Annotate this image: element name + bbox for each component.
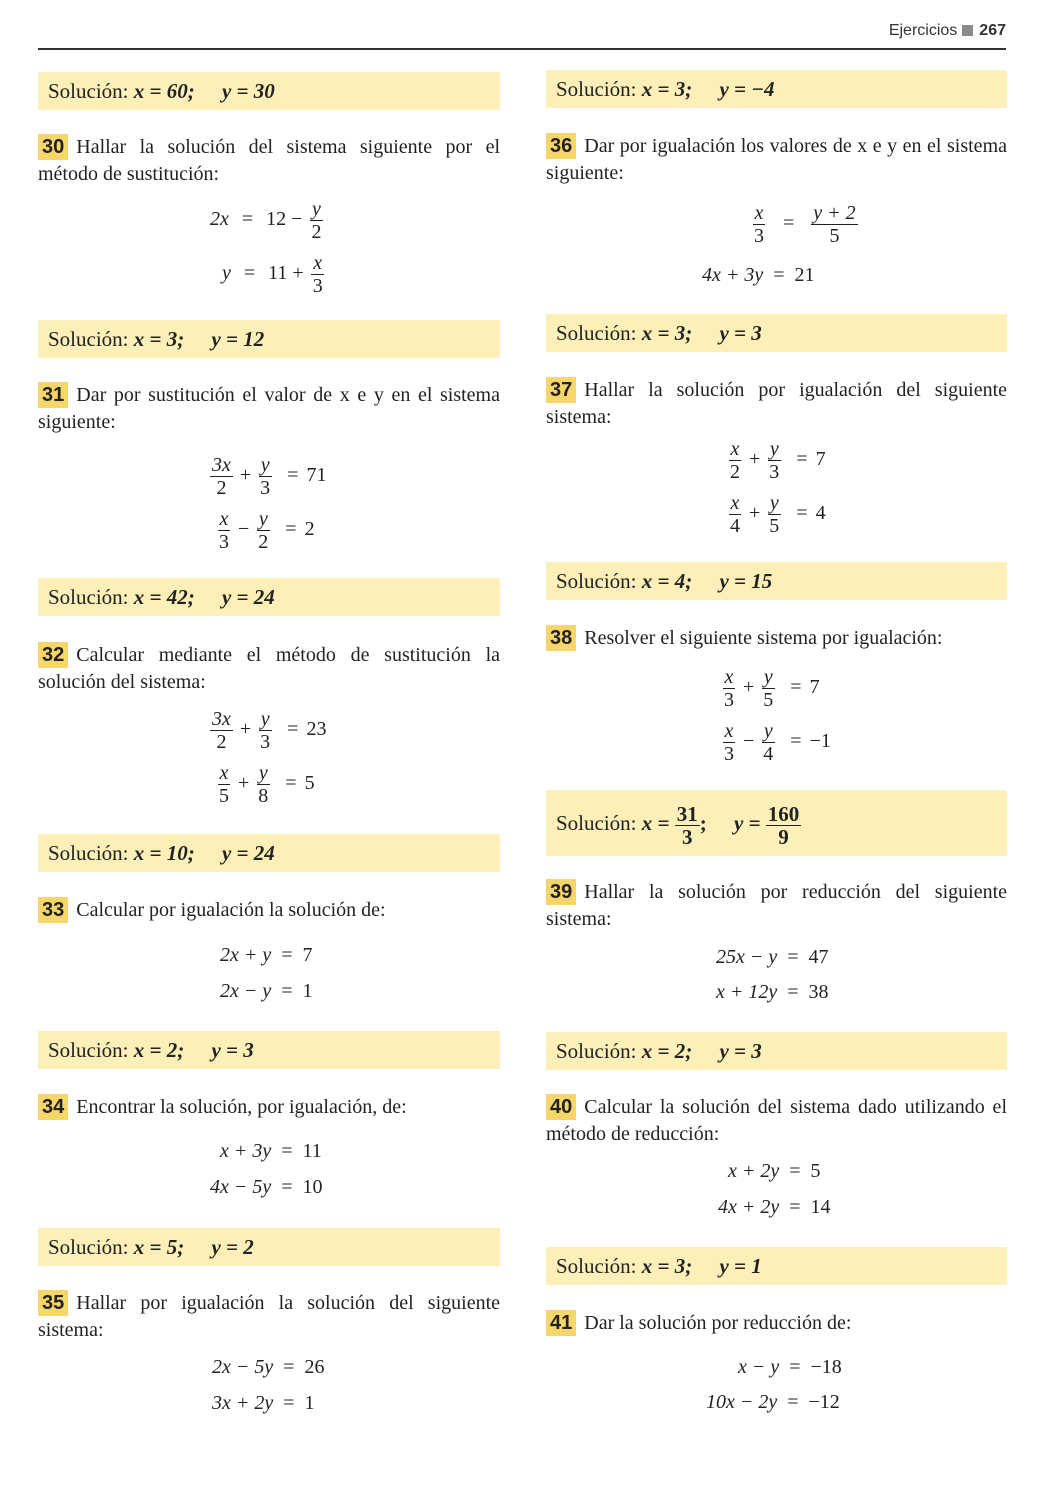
math-text: =: [783, 212, 795, 235]
exercise-39: [546, 879, 1007, 933]
fraction: [210, 454, 233, 499]
math-text: +: [743, 676, 755, 699]
exercise-number: 38: [546, 625, 576, 651]
math-text: y = 12: [211, 327, 265, 351]
math-text: +: [239, 718, 252, 741]
equation: [222, 252, 327, 297]
equation: [720, 720, 831, 765]
math-text: 47: [808, 946, 829, 968]
solution-label: Solución:: [48, 79, 129, 103]
math-text: 4x + 2y: [718, 1196, 780, 1218]
math-text: [642, 321, 692, 345]
math-text: Solución:: [556, 1039, 637, 1063]
fraction: [309, 198, 323, 243]
math-text: Dar por igualación los valores de x e y en el sistema siguiente:: [546, 135, 1007, 184]
solution-box: [546, 70, 1007, 108]
math-text: =: [790, 676, 802, 699]
math-text: x = 5;: [133, 1235, 185, 1259]
math-text: =: [787, 1391, 799, 1413]
math-text: Encontrar la solución, por igualación, de:: [76, 1096, 407, 1118]
fraction: [728, 438, 742, 483]
math-text: Solución:: [556, 811, 637, 835]
math-text: 4x + 3y: [702, 264, 764, 286]
math-text: +: [749, 448, 761, 471]
math-text: [719, 321, 761, 345]
math-text: y = 3: [211, 1038, 254, 1062]
math-text: y = 3: [719, 1039, 762, 1063]
fraction: [675, 803, 700, 848]
math-text: y = 24: [221, 841, 275, 865]
fraction: [767, 492, 781, 537]
exercise-number: 34: [38, 1094, 68, 1120]
math-text: =: [796, 448, 808, 471]
equation: [702, 264, 815, 287]
math-text: −18: [810, 1356, 842, 1378]
math-text: 10x − 2y: [706, 1391, 778, 1413]
equation: [706, 1391, 840, 1414]
math-text: [642, 77, 692, 101]
math-text: 5: [810, 1160, 821, 1182]
math-text: [734, 811, 761, 835]
math-text: x: [730, 438, 740, 460]
equation: [220, 944, 313, 967]
math-text: y = 3: [719, 321, 762, 345]
math-text: −: [238, 518, 250, 541]
math-text: =: [281, 980, 293, 1002]
math-text: x = 10;: [133, 841, 195, 865]
math-text: 14: [810, 1196, 831, 1218]
math-text: y = −4: [719, 77, 775, 101]
solution-y: y = 30: [221, 79, 275, 103]
fraction: [722, 666, 736, 711]
math-text: 7: [302, 944, 313, 966]
math-text: =: [787, 946, 799, 968]
math-text: =: [287, 464, 299, 487]
math-text: [134, 585, 195, 609]
math-text: 4: [763, 743, 774, 765]
math-text: [222, 585, 275, 609]
equation: [718, 1196, 831, 1219]
math-text: =: [789, 1356, 801, 1378]
math-text: =: [790, 730, 802, 753]
exercise-number: 41: [546, 1310, 576, 1336]
equation: [220, 1140, 322, 1163]
math-text: [642, 569, 692, 593]
math-text: Hallar la solución por igualación del siguiente sistema:: [546, 379, 1007, 428]
exercise-41: [546, 1310, 1007, 1337]
math-text: 3: [219, 531, 229, 553]
math-text: −12: [808, 1391, 840, 1413]
math-text: 3: [312, 275, 323, 297]
fraction: [258, 708, 272, 753]
page-number: 267: [979, 22, 1006, 39]
solution-box: [38, 834, 500, 872]
math-text: x = 3;: [641, 321, 693, 345]
equation: [210, 1176, 323, 1199]
math-text: x + 3y: [220, 1140, 272, 1162]
math-text: =: [789, 1196, 801, 1218]
math-text: Dar la solución por reducción de:: [584, 1312, 852, 1334]
math-text: =: [281, 1140, 293, 1162]
math-text: 11 +: [268, 262, 304, 285]
math-text: 31: [676, 801, 698, 826]
solution-box: [546, 1032, 1007, 1070]
math-text: 3x: [212, 708, 231, 730]
math-text: 3x: [212, 454, 231, 476]
math-text: Hallar por igualación la solución del siguiente sistema:: [38, 1292, 500, 1341]
math-text: [134, 327, 184, 351]
math-text: y: [260, 454, 270, 476]
math-text: [134, 841, 195, 865]
math-text: 7: [815, 448, 826, 471]
math-text: y = 15: [719, 569, 773, 593]
solution-box: [546, 1247, 1007, 1285]
exercise-31: [38, 382, 500, 436]
exercise-33: [38, 897, 500, 924]
math-text: y: [769, 438, 779, 460]
equation: [738, 1356, 842, 1379]
math-text: 3: [769, 461, 780, 483]
solution-box: [546, 562, 1007, 600]
math-text: 12 −: [266, 208, 303, 231]
math-text: +: [239, 464, 252, 487]
math-text: Solución:: [556, 77, 637, 101]
exercise-36: [546, 133, 1007, 187]
fraction: [210, 708, 233, 753]
exercise-number: 40: [546, 1094, 576, 1120]
math-text: 8: [258, 785, 269, 807]
math-text: Calcular la solución del sistema dado utilizando el método de reducción:: [546, 1096, 1007, 1145]
exercise-32: [38, 642, 500, 696]
math-text: 4x − 5y: [210, 1176, 272, 1198]
math-text: 2x − y: [220, 980, 272, 1002]
math-text: +: [238, 772, 250, 795]
math-text: x: [724, 720, 734, 742]
solution-box: [546, 314, 1007, 352]
math-text: Calcular mediante el método de sustitución la solución del sistema:: [38, 644, 500, 693]
math-text: x =: [641, 811, 670, 835]
math-text: 71: [306, 464, 327, 487]
equation: [716, 946, 829, 969]
math-text: 2x + y: [220, 944, 272, 966]
math-text: [211, 1038, 253, 1062]
math-text: 2: [730, 461, 740, 483]
page-header: [38, 0, 1006, 50]
math-text: Solución:: [48, 1235, 129, 1259]
exercise-number: 37: [546, 377, 576, 403]
math-text: y: [258, 762, 268, 784]
math-text: x: [754, 202, 764, 224]
math-text: =: [283, 1392, 295, 1414]
solution-box: [38, 320, 500, 358]
math-text: =: [285, 772, 297, 795]
math-text: y: [769, 492, 779, 514]
fraction: [761, 720, 775, 765]
math-text: 23: [306, 718, 327, 741]
math-text: 21: [794, 264, 815, 286]
math-text: Hallar la solución por reducción del siguiente sistema:: [546, 881, 1007, 930]
math-text: 2x − 5y: [212, 1356, 274, 1378]
math-text: =: [787, 981, 799, 1003]
math-text: [719, 1039, 761, 1063]
equation: [215, 762, 315, 807]
math-text: Dar por sustitución el valor de x e y en el sistema siguiente:: [38, 384, 500, 433]
exercise-38: [546, 625, 1007, 652]
exercise-37: [546, 377, 1007, 431]
solution-box: [546, 790, 1007, 856]
exercise-text: Hallar la solución del sistema siguiente por el método de sustitución:: [38, 136, 500, 185]
fraction: [217, 508, 231, 553]
math-text: 5: [304, 772, 315, 795]
math-text: ;: [699, 811, 707, 835]
math-text: 5: [763, 689, 774, 711]
math-text: [211, 327, 264, 351]
math-text: 3: [681, 824, 693, 849]
fraction: [256, 762, 270, 807]
math-text: y: [260, 708, 270, 730]
math-text: 3: [724, 689, 734, 711]
math-text: [642, 1254, 692, 1278]
math-text: 10: [302, 1176, 323, 1198]
math-text: Solución:: [48, 585, 129, 609]
solution-box: [38, 578, 500, 616]
math-text: x = 2;: [641, 1039, 693, 1063]
math-text: Solución:: [556, 569, 637, 593]
equation: [750, 202, 860, 247]
math-text: =: [773, 264, 785, 286]
equation: [210, 198, 325, 243]
math-text: 5: [219, 785, 229, 807]
fraction: [811, 202, 857, 247]
math-text: =: [285, 518, 297, 541]
fraction: [256, 508, 270, 553]
math-text: 26: [304, 1356, 325, 1378]
math-text: 2: [304, 518, 315, 541]
equation: [208, 708, 326, 753]
math-text: [134, 1235, 184, 1259]
math-text: 4: [815, 502, 826, 525]
exercise-number: 31: [38, 382, 68, 408]
math-text: Solución:: [48, 327, 129, 351]
math-text: Solución:: [556, 1254, 637, 1278]
math-text: [222, 841, 275, 865]
math-text: 7: [809, 676, 820, 699]
exercise-35: [38, 1290, 500, 1344]
math-text: =: [241, 208, 254, 231]
math-text: [134, 79, 195, 103]
math-text: 5: [829, 225, 840, 247]
math-text: Solución:: [48, 1038, 129, 1062]
math-text: 1: [302, 980, 313, 1002]
fraction: [766, 803, 802, 848]
math-text: 5: [769, 515, 780, 537]
fraction: [258, 454, 272, 499]
exercise-number: 36: [546, 133, 576, 159]
math-text: x: [313, 252, 323, 274]
math-text: x: [730, 492, 740, 514]
math-text: =: [243, 262, 256, 285]
math-text: =: [283, 1356, 295, 1378]
math-text: y: [312, 198, 321, 220]
math-text: 3: [724, 743, 734, 765]
solution-box: [38, 72, 500, 110]
math-text: x = 2;: [133, 1038, 185, 1062]
fraction: [728, 492, 742, 537]
math-text: 3: [754, 225, 764, 247]
math-text: y + 2: [813, 202, 856, 224]
math-text: Resolver el siguiente sistema por igualación:: [584, 627, 943, 649]
math-text: x = 3;: [133, 327, 185, 351]
fraction: [217, 762, 231, 807]
solution-box: [38, 1228, 500, 1266]
math-text: y = 2: [211, 1235, 254, 1259]
math-text: 160: [767, 801, 800, 826]
math-text: −1: [809, 730, 831, 753]
math-text: x + 12y: [716, 981, 778, 1003]
exercise-number: 35: [38, 1290, 68, 1316]
math-text: 4: [730, 515, 740, 537]
math-text: Calcular por igualación la solución de:: [76, 899, 386, 921]
fraction: [767, 438, 781, 483]
math-text: [642, 811, 670, 835]
math-text: =: [796, 502, 808, 525]
math-text: y =: [733, 811, 761, 835]
equation: [726, 438, 826, 483]
exercise-number: 30: [38, 134, 68, 160]
exercise-40: [546, 1094, 1007, 1148]
math-text: 2x: [210, 208, 229, 231]
math-text: 2: [216, 731, 227, 753]
equation: [728, 1160, 821, 1183]
math-text: [211, 1235, 253, 1259]
math-text: 38: [808, 981, 829, 1003]
math-text: [719, 77, 774, 101]
solution-x: x = 60;: [133, 79, 195, 103]
math-text: [222, 79, 275, 103]
fraction: [722, 720, 736, 765]
math-text: 2: [216, 477, 227, 499]
equation: [716, 981, 829, 1004]
equation: [215, 508, 315, 553]
equation: [212, 1392, 315, 1415]
math-text: =: [789, 1160, 801, 1182]
fraction: [752, 202, 766, 247]
math-text: x − y: [738, 1356, 780, 1378]
math-text: x = 3;: [641, 1254, 693, 1278]
math-text: [642, 1039, 692, 1063]
math-text: y: [222, 262, 231, 285]
math-text: 3: [260, 731, 271, 753]
math-text: =: [287, 718, 299, 741]
math-text: 9: [778, 824, 789, 849]
math-text: x: [219, 762, 229, 784]
math-text: x + 2y: [728, 1160, 780, 1182]
math-text: y = 24: [221, 585, 275, 609]
math-text: 2: [258, 531, 269, 553]
math-text: x: [219, 508, 229, 530]
equation: [208, 454, 326, 499]
math-text: 1: [304, 1392, 315, 1414]
exercise-30: [38, 134, 500, 188]
exercise-number: 32: [38, 642, 68, 668]
exercise-number: 33: [38, 897, 68, 923]
math-text: x: [724, 666, 734, 688]
equation: [726, 492, 826, 537]
fraction: [761, 666, 775, 711]
math-text: −: [743, 730, 755, 753]
solution-box: [38, 1031, 500, 1069]
math-text: Solución:: [556, 321, 637, 345]
math-text: 3: [260, 477, 271, 499]
exercise-number: 39: [546, 879, 576, 905]
math-text: Solución:: [48, 841, 129, 865]
running-head: [889, 22, 1006, 40]
math-text: 25x − y: [716, 946, 778, 968]
math-text: 3x + 2y: [212, 1392, 274, 1414]
section-title: Ejercicios: [888, 22, 958, 39]
math-text: 11: [302, 1140, 322, 1162]
math-text: [719, 569, 772, 593]
math-text: x = 3;: [641, 77, 693, 101]
math-text: y: [763, 666, 773, 688]
math-text: [134, 1038, 184, 1062]
math-text: y: [258, 508, 268, 530]
math-text: x = 42;: [133, 585, 195, 609]
exercise-34: [38, 1094, 500, 1121]
equation: [220, 980, 313, 1003]
square-bullet-icon: [962, 25, 973, 36]
math-text: y = 1: [719, 1254, 762, 1278]
math-text: =: [281, 1176, 293, 1198]
fraction: [311, 252, 325, 297]
math-text: =: [281, 944, 293, 966]
math-text: +: [749, 502, 761, 525]
equation: [720, 666, 820, 711]
math-text: [719, 1254, 761, 1278]
math-text: x = 4;: [641, 569, 693, 593]
math-text: y: [763, 720, 773, 742]
math-text: 2: [311, 221, 322, 243]
equation: [212, 1356, 325, 1379]
